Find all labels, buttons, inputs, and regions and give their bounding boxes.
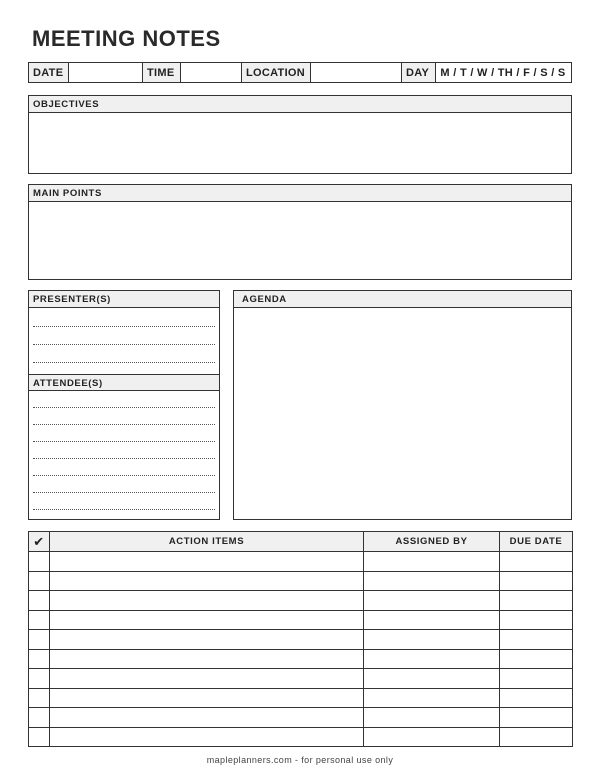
location-label: LOCATION	[242, 63, 311, 82]
presenters-heading: PRESENTER(S)	[29, 291, 219, 308]
table-row	[29, 610, 573, 630]
time-label: TIME	[143, 63, 181, 82]
attendee-line[interactable]	[33, 424, 215, 425]
attendee-line[interactable]	[33, 509, 215, 510]
assigned-by-header: ASSIGNED BY	[364, 532, 500, 552]
action-items-header: ACTION ITEMS	[50, 532, 364, 552]
table-row	[29, 591, 573, 611]
objectives-box	[28, 95, 572, 174]
check-cell[interactable]	[29, 571, 50, 591]
action-item-cell[interactable]	[50, 610, 364, 630]
check-cell[interactable]	[29, 708, 50, 728]
time-field[interactable]	[181, 63, 242, 82]
due-date-cell[interactable]	[500, 708, 573, 728]
day-label: DAY	[402, 63, 436, 82]
assigned-by-cell[interactable]	[364, 630, 500, 650]
table-row	[29, 708, 573, 728]
due-date-cell[interactable]	[500, 688, 573, 708]
due-date-cell[interactable]	[500, 669, 573, 689]
footer-text: mapleplanners.com - for personal use only	[206, 755, 394, 765]
check-cell[interactable]	[29, 669, 50, 689]
assigned-by-cell[interactable]	[364, 591, 500, 611]
presenter-line[interactable]	[33, 344, 215, 345]
action-item-cell[interactable]	[50, 571, 364, 591]
attendees-lines[interactable]	[29, 391, 219, 516]
attendee-line[interactable]	[33, 475, 215, 476]
objectives-field[interactable]	[29, 113, 571, 172]
objectives-heading: OBJECTIVES	[29, 96, 571, 113]
assigned-by-cell[interactable]	[364, 708, 500, 728]
action-items-table	[28, 531, 573, 747]
due-date-cell[interactable]	[500, 591, 573, 611]
check-cell[interactable]	[29, 630, 50, 650]
table-row	[29, 669, 573, 689]
attendee-line[interactable]	[33, 492, 215, 493]
date-label: DATE	[29, 63, 69, 82]
action-item-cell[interactable]	[50, 649, 364, 669]
assigned-by-cell[interactable]	[364, 571, 500, 591]
check-cell[interactable]	[29, 688, 50, 708]
check-cell[interactable]	[29, 610, 50, 630]
action-item-cell[interactable]	[50, 630, 364, 650]
action-item-cell[interactable]	[50, 688, 364, 708]
attendee-line[interactable]	[33, 458, 215, 459]
check-column-header: ✔	[29, 532, 50, 552]
due-date-cell[interactable]	[500, 571, 573, 591]
action-item-cell[interactable]	[50, 708, 364, 728]
agenda-heading: AGENDA	[234, 291, 571, 308]
table-row	[29, 630, 573, 650]
location-field[interactable]	[311, 63, 402, 82]
check-cell[interactable]	[29, 591, 50, 611]
check-cell[interactable]	[29, 727, 50, 747]
due-date-cell[interactable]	[500, 630, 573, 650]
action-item-cell[interactable]	[50, 669, 364, 689]
presenters-lines[interactable]	[29, 308, 219, 374]
attendee-line[interactable]	[33, 441, 215, 442]
presenter-line[interactable]	[33, 326, 215, 327]
agenda-box	[233, 290, 572, 520]
assigned-by-cell[interactable]	[364, 727, 500, 747]
date-field[interactable]	[69, 63, 143, 82]
table-row	[29, 727, 573, 747]
action-item-cell[interactable]	[50, 727, 364, 747]
assigned-by-cell[interactable]	[364, 610, 500, 630]
assigned-by-cell[interactable]	[364, 688, 500, 708]
due-date-cell[interactable]	[500, 610, 573, 630]
main-points-heading: MAIN POINTS	[29, 185, 571, 202]
table-header-row	[29, 532, 573, 552]
attendees-heading: ATTENDEE(S)	[29, 374, 219, 391]
table-row	[29, 649, 573, 669]
table-row	[29, 688, 573, 708]
due-date-cell[interactable]	[500, 649, 573, 669]
meeting-info-row	[28, 62, 572, 83]
main-points-field[interactable]	[29, 202, 571, 278]
page-title: MEETING NOTES	[32, 26, 221, 51]
action-item-cell[interactable]	[50, 552, 364, 572]
check-cell[interactable]	[29, 552, 50, 572]
table-row	[29, 571, 573, 591]
check-cell[interactable]	[29, 649, 50, 669]
due-date-header: DUE DATE	[500, 532, 573, 552]
due-date-cell[interactable]	[500, 727, 573, 747]
main-points-box	[28, 184, 572, 280]
due-date-cell[interactable]	[500, 552, 573, 572]
presenter-line[interactable]	[33, 362, 215, 363]
day-selector[interactable]: M / T / W / TH / F / S / S	[440, 66, 566, 79]
attendee-line[interactable]	[33, 407, 215, 408]
agenda-field[interactable]	[234, 308, 571, 518]
people-box	[28, 290, 220, 520]
assigned-by-cell[interactable]	[364, 552, 500, 572]
assigned-by-cell[interactable]	[364, 649, 500, 669]
action-item-cell[interactable]	[50, 591, 364, 611]
assigned-by-cell[interactable]	[364, 669, 500, 689]
table-row	[29, 552, 573, 572]
